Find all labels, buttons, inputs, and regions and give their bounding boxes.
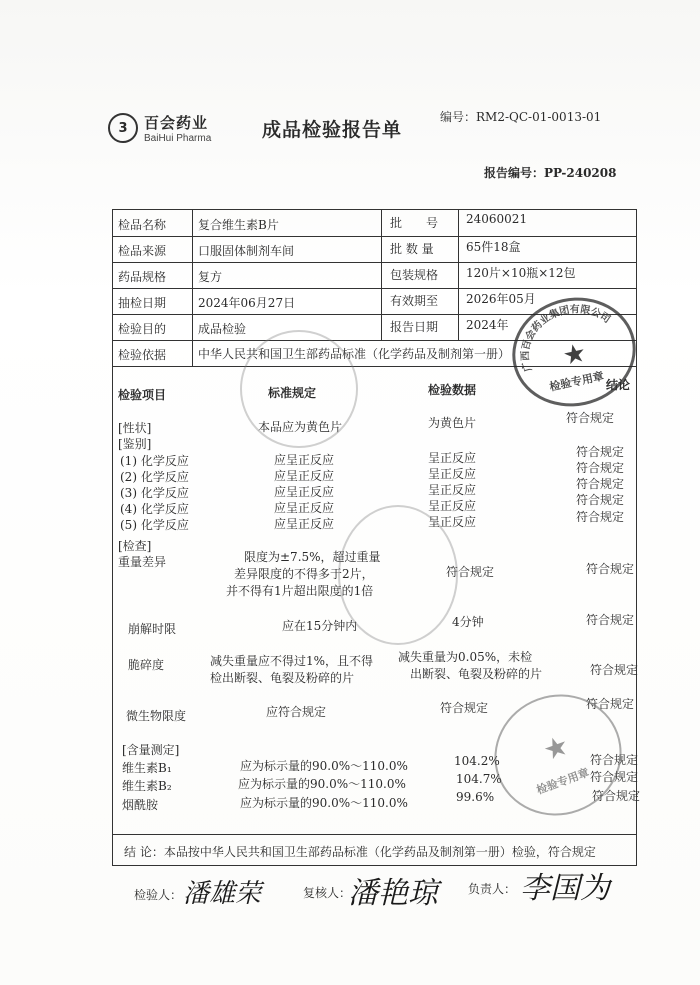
ident-row-1-item: (1) 化学反应 xyxy=(120,454,189,468)
basis-value: 中华人民共和国卫生部药品标准（化学药品及制剂第一册） xyxy=(198,347,511,361)
friability-standard-1: 减失重量应不得过1%，且不得 xyxy=(210,654,374,668)
report-title: 成品检验报告单 xyxy=(262,119,403,141)
ident-row-3-conclusion: 符合规定 xyxy=(576,477,625,491)
inspection-section: [检查] xyxy=(118,539,152,553)
source-label: 检品来源 xyxy=(118,244,167,258)
ident-row-3-standard: 应呈正反应 xyxy=(274,485,335,499)
ident-row-4-data: 呈正反应 xyxy=(428,499,477,513)
logo-icon: 3 xyxy=(108,113,138,143)
traits-data: 为黄色片 xyxy=(428,416,477,430)
assay-section: [含量测定] xyxy=(122,743,180,757)
microbial-conclusion: 符合规定 xyxy=(586,697,635,711)
sample-date-value: 2024年06月27日 xyxy=(198,296,296,310)
assay-row-1-item: 维生素B₁ xyxy=(122,761,172,775)
disintegration-data: 4分钟 xyxy=(452,615,484,629)
assay-row-3-conclusion: 符合规定 xyxy=(592,789,641,803)
assay-row-3-item: 烟酰胺 xyxy=(122,798,159,812)
microbial-data: 符合规定 xyxy=(440,701,489,715)
weight-conclusion: 符合规定 xyxy=(586,562,635,576)
disintegration-conclusion: 符合规定 xyxy=(586,613,635,627)
traits-standard: 本品应为黄色片 xyxy=(258,420,343,434)
inspector-label: 检验人： xyxy=(134,888,183,902)
quantity-label: 批 数 量 xyxy=(390,242,434,256)
package-value: 120片×10瓶×12包 xyxy=(466,266,576,280)
disintegration-item: 崩解时限 xyxy=(128,622,177,636)
expiry-label: 有效期至 xyxy=(390,294,439,308)
purpose-label: 检验目的 xyxy=(118,322,167,336)
batch-value: 24060021 xyxy=(466,212,528,226)
main-seal-label: 检验专用章 xyxy=(548,369,605,394)
assay-row-1-standard: 应为标示量的90.0%～110.0% xyxy=(240,759,408,773)
expiry-value: 2026年05月 xyxy=(466,292,536,306)
ident-row-4-standard: 应呈正反应 xyxy=(274,501,335,515)
assay-row-2-standard: 应为标示量的90.0%～110.0% xyxy=(238,777,406,791)
assay-row-2-conclusion: 符合规定 xyxy=(590,770,639,784)
ident-row-4-item: (4) 化学反应 xyxy=(120,502,189,516)
friability-standard-2: 检出断裂、龟裂及粉碎的片 xyxy=(210,671,355,685)
report-number: 报告编号：PP-240208 xyxy=(484,166,617,180)
disintegration-standard: 应在15分钟内 xyxy=(282,619,358,633)
ident-row-5-item: (5) 化学反应 xyxy=(120,518,189,532)
company-logo xyxy=(108,112,211,144)
assay-row-3-data: 99.6% xyxy=(456,790,495,804)
weight-item: 重量差异 xyxy=(118,555,167,569)
microbial-standard: 应符合规定 xyxy=(266,705,327,719)
ident-row-2-data: 呈正反应 xyxy=(428,467,477,481)
col-data: 检验数据 xyxy=(428,383,477,397)
assay-row-2-data: 104.7% xyxy=(456,772,502,786)
logo-en: BaiHui Pharma xyxy=(144,133,212,144)
ident-row-2-item: (2) 化学反应 xyxy=(120,470,189,484)
logo-cn: 百会药业 xyxy=(144,114,209,132)
ident-row-1-standard: 应呈正反应 xyxy=(274,453,335,467)
sample-date-label: 抽检日期 xyxy=(118,296,167,310)
ident-row-4-conclusion: 符合规定 xyxy=(576,493,625,507)
ident-row-3-item: (3) 化学反应 xyxy=(120,486,189,500)
ident-row-1-data: 呈正反应 xyxy=(428,451,477,465)
ident-row-2-standard: 应呈正反应 xyxy=(274,469,335,483)
assay-row-3-standard: 应为标示量的90.0%～110.0% xyxy=(240,796,408,810)
quantity-value: 65件18盒 xyxy=(466,240,521,254)
ident-row-5-conclusion: 符合规定 xyxy=(576,510,625,524)
weight-standard-1: 限度为±7.5%，超过重量 xyxy=(244,550,381,564)
reviewer-signature: 潘艳琼 xyxy=(348,876,438,911)
report-date-value: 2024年 xyxy=(466,318,509,332)
reviewer-label: 复核人： xyxy=(303,886,352,900)
package-label: 包装规格 xyxy=(390,268,439,282)
assay-row-2-item: 维生素B₂ xyxy=(122,779,172,793)
source-value: 口服固体制剂车间 xyxy=(198,244,295,258)
faint-seal-top-icon xyxy=(240,330,358,448)
name-value: 复合维生素B片 xyxy=(198,218,279,232)
ident-row-2-conclusion: 符合规定 xyxy=(576,461,625,475)
spec-label: 药品规格 xyxy=(118,270,167,284)
friability-conclusion: 符合规定 xyxy=(590,663,639,677)
ident-row-3-data: 呈正反应 xyxy=(428,483,477,497)
weight-data: 符合规定 xyxy=(446,565,495,579)
faint-seal-middle-icon xyxy=(338,505,458,645)
friability-data-2: 出断裂、龟裂及粉碎的片 xyxy=(410,667,543,681)
ident-row-5-standard: 应呈正反应 xyxy=(274,517,335,531)
identification-section: [鉴别] xyxy=(118,437,152,451)
main-seal-text: 广西百会药业集团有限公司 xyxy=(520,304,613,373)
col-item: 检验项目 xyxy=(118,388,167,402)
traits-conclusion: 符合规定 xyxy=(566,411,615,425)
assay-row-1-data: 104.2% xyxy=(454,754,500,768)
manager-label: 负责人： xyxy=(468,882,517,896)
weight-standard-3: 并不得有1片超出限度的1倍 xyxy=(226,584,374,598)
weight-standard-2: 差异限度的不得多于2片， xyxy=(234,567,374,581)
microbial-item: 微生物限度 xyxy=(126,709,187,723)
manager-signature: 李国为 xyxy=(520,871,610,906)
col-conclusion: 结论 xyxy=(606,378,631,392)
document-number: 编号：RM2-QC-01-0013-01 xyxy=(440,110,602,124)
name-label: 检品名称 xyxy=(118,218,167,232)
friability-item: 脆碎度 xyxy=(128,658,165,672)
spec-value: 复方 xyxy=(198,270,223,284)
ident-row-1-conclusion: 符合规定 xyxy=(576,445,625,459)
batch-label: 批 号 xyxy=(390,216,439,230)
col-standard: 标准规定 xyxy=(268,386,317,400)
second-seal-label: 检验专用章 xyxy=(534,765,591,797)
final-conclusion: 结 论：本品按中华人民共和国卫生部药品标准（化学药品及制剂第一册）检验，符合规定 xyxy=(124,845,596,859)
friability-data-1: 减失重量为0.05%，未检 xyxy=(398,650,533,664)
basis-label: 检验依据 xyxy=(118,348,167,362)
purpose-value: 成品检验 xyxy=(198,322,247,336)
seal-star-icon: ★ xyxy=(560,337,590,373)
seal-star-icon-2: ★ xyxy=(538,727,574,768)
inspector-signature: 潘雄荣 xyxy=(183,879,262,909)
traits-section: [性状] xyxy=(118,421,152,435)
report-date-label: 报告日期 xyxy=(390,320,439,334)
ident-row-5-data: 呈正反应 xyxy=(428,515,477,529)
assay-row-1-conclusion: 符合规定 xyxy=(590,753,639,767)
